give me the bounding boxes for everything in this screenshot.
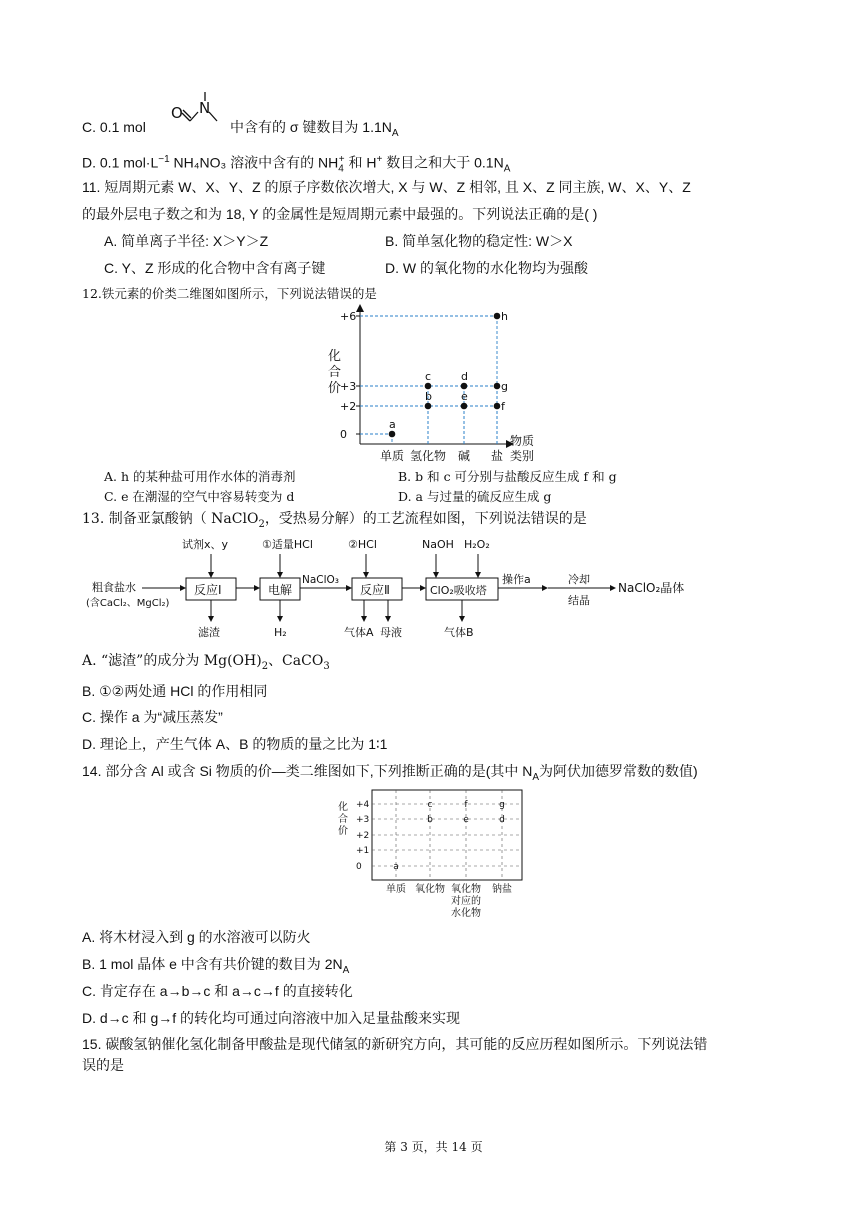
flow-product: NaClO₂晶体 <box>618 581 685 595</box>
q13-stem-suffix: ，受热易分解）的工艺流程如图，下列说法错误的是 <box>264 511 587 527</box>
flow-reagent4: NaOH <box>422 538 454 551</box>
y-axis-label-2: 合 <box>328 365 342 380</box>
arrow-1-2-head <box>254 585 260 591</box>
y-tick-label: +6 <box>340 310 357 323</box>
point-label-c: c <box>427 800 433 810</box>
q10-option-c-prefix: C. 0.1 mol <box>82 119 146 135</box>
q15-stem-line2: 误的是 <box>82 1057 124 1073</box>
y-axis-arrow <box>356 304 364 312</box>
q13-stem-prefix: 13. 制备亚氯酸钠（ NaClO <box>82 511 259 527</box>
point-e <box>461 403 468 410</box>
arrow-5-6-head <box>610 585 616 591</box>
q10-option-c-suffix: 中含有的 σ 键数目为 1.1N <box>230 119 392 135</box>
q14-stem-main: 14. 部分含 Al 或含 Si 物质的价—类二维图如下,下列推断正确的是(其中 N <box>82 763 533 779</box>
x-category-label: 氧化物 <box>451 884 481 895</box>
flow-cool-line2: 结晶 <box>568 594 590 607</box>
flow-input-line1: 粗食盐水 <box>92 581 136 594</box>
q13-a-suffix: 、CaCO <box>268 653 324 669</box>
q13-option-d: D. 理论上，产生气体 A、B 的物质的量之比为 1∶1 <box>82 736 388 752</box>
arrow-out3-head <box>361 616 367 622</box>
q10-d-sup: −1 <box>158 154 170 165</box>
x-category-label: 单质 <box>379 449 405 463</box>
y-tick-label: +2 <box>340 400 357 413</box>
q14-option-c: C. 肯定存在 a→b→c 和 a→c→f 的直接转化 <box>82 983 353 999</box>
arrow-reagent4-head <box>433 572 439 578</box>
q10-d-part1: D. 0.1 mol·L <box>82 154 159 171</box>
arrow-4-5-head <box>542 585 548 591</box>
q10-option-d <box>82 150 510 179</box>
q10-option-c-sub: A <box>391 127 399 139</box>
flow-box-reaction1-label: 反应Ⅰ <box>194 583 222 597</box>
molecule-atom-o: O <box>171 104 183 122</box>
arrow-reagent2-head <box>277 572 283 578</box>
molecule-atom-n: N <box>199 99 211 117</box>
flow-reagent1: 试剂x、y <box>182 538 229 551</box>
point-label-e: e <box>461 390 468 403</box>
x-category-label: 盐 <box>490 449 504 463</box>
q14-stem-end: 为阿伏加德罗常数的数值) <box>539 763 698 779</box>
flow-reagent5: H₂O₂ <box>464 538 490 551</box>
point-label-b: b <box>425 390 432 403</box>
arrow-out5-head <box>459 616 465 622</box>
q11-stem-line1: 11. 短周期元素 W、X、Y、Z 的原子序数依次增大, X 与 W、Z 相邻, 且 X、Z 同主族, W、X、Y、Z <box>82 179 691 195</box>
flow-box-reaction2-label: 反应Ⅱ <box>360 583 390 597</box>
point-g <box>494 383 501 390</box>
q13-stem <box>82 509 587 535</box>
q12-option-b: B. b 和 c 可分别与盐酸反应生成 f 和 g <box>398 469 617 484</box>
flow-reagent3: ②HCl <box>348 538 377 551</box>
y-tick-label: +4 <box>356 800 370 810</box>
q14-stem-sub: A <box>532 771 540 783</box>
q10-d-part4: 数目之和大于 0.1N <box>382 154 504 171</box>
x-category-label: 钠盐 <box>492 884 512 895</box>
arrow-out1-head <box>208 616 214 622</box>
page-footer: 第 3 页，共 14 页 <box>384 1140 483 1154</box>
q14-b-sub: A <box>342 964 350 976</box>
q10-d-sup-plus: + <box>338 154 345 165</box>
y-tick-label: +3 <box>340 380 357 393</box>
arrow-out2-head <box>277 616 283 622</box>
arrow-reagent5-head <box>475 572 481 578</box>
q10-d-endsub: A <box>503 163 511 175</box>
point-label-g: g <box>501 380 508 393</box>
bond-co <box>182 113 190 121</box>
point-d <box>461 383 468 390</box>
point-label-c: c <box>425 370 432 383</box>
x-axis-label-line1: 物质 <box>510 434 535 448</box>
y-axis-label-3: 价 <box>328 381 342 396</box>
q10-molecule-structure <box>168 88 230 138</box>
q12-option-a: A. h 的某种盐可用作水体的消毒剂 <box>104 469 296 484</box>
point-label-h: h <box>501 310 508 323</box>
q10-d-part3: 和 H <box>344 154 377 171</box>
point-label-d: d <box>461 370 468 383</box>
q10-option-c <box>82 117 146 137</box>
y-tick-label: +3 <box>356 815 370 825</box>
point-label-a: a <box>389 418 396 431</box>
flow-out-gas-a: 气体A <box>344 626 374 639</box>
q11-option-b: B. 简单氢化物的稳定性: W＞X <box>385 233 573 249</box>
x-axis-label-line2: 类别 <box>510 449 535 463</box>
q13-a-prefix: A. “滤渣”的成分为 Mg(OH) <box>82 653 262 669</box>
flow-out-mother-liquor: 母液 <box>380 626 402 639</box>
flow-out-residue: 滤渣 <box>198 626 220 639</box>
point-label-e: e <box>463 815 469 825</box>
y-axis-label-3: 价 <box>338 826 348 837</box>
bond-cn <box>190 112 198 121</box>
flow-input-line2: (含CaCl₂、MgCl₂) <box>86 598 170 609</box>
q13-a-sub: 2 <box>261 660 269 672</box>
flow-out-h2: H₂ <box>274 626 287 639</box>
point-label-f: f <box>501 400 505 413</box>
point-label-d: d <box>499 815 505 825</box>
point-f <box>494 403 501 410</box>
q14-option-b <box>82 954 349 981</box>
q10-option-c-rest <box>230 117 399 144</box>
flow-operation-a: 操作a <box>502 573 531 586</box>
x-category-label: 氢化物 <box>409 449 447 463</box>
y-tick-label: 0 <box>340 428 347 441</box>
y-axis-label-1: 化 <box>338 802 348 813</box>
x-category-label: 单质 <box>386 884 406 895</box>
q10-d-sup-plus2: + <box>376 154 383 165</box>
q11-stem-line2: 的最外层电子数之和为 18, Y 的金属性是短周期元素中最强的。下列说法正确的是( ) <box>82 206 598 222</box>
q13-process-flow-diagram <box>82 532 722 644</box>
q12-option-c: C. e 在潮湿的空气中容易转变为 d <box>104 489 295 504</box>
q13-a-sub2: 3 <box>323 660 330 672</box>
point-label-a: a <box>393 862 399 872</box>
q10-d-sub4: 4 <box>338 163 344 175</box>
x-category-label: 氧化物 <box>415 884 445 895</box>
q13-option-a <box>82 651 330 677</box>
point-label-f: f <box>464 800 468 810</box>
flow-link-naclo3: NaClO₃ <box>302 574 340 586</box>
point-label-b: b <box>427 815 433 825</box>
arrow-input-head <box>180 585 186 591</box>
q13-option-c: C. 操作 a 为“减压蒸发” <box>82 709 223 725</box>
y-axis-label-2: 合 <box>338 814 348 825</box>
y-tick-label: +1 <box>356 846 370 856</box>
y-axis-label-1: 化 <box>328 349 342 364</box>
flow-out-gas-b: 气体B <box>444 626 474 639</box>
flow-box-electrolysis-label: 电解 <box>268 583 293 597</box>
q14-option-d: D. d→c 和 g→f 的转化均可通过向溶液中加入足量盐酸来实现 <box>82 1010 461 1026</box>
point-h <box>494 313 501 320</box>
point-label-g: g <box>499 800 505 810</box>
q10-d-part2: NH₄NO₃ 溶液中含有的 NH <box>169 154 339 171</box>
point-c <box>425 383 432 390</box>
q15-stem-line1: 15. 碳酸氢钠催化氢化制备甲酸盐是现代储氢的新研究方向，其可能的反应历程如图所示。下列说法错 <box>82 1036 708 1052</box>
bond-co-double <box>183 110 191 118</box>
q12-iron-valence-chart <box>320 300 560 470</box>
q14-b-prefix: B. 1 mol 晶体 e 中含有共价键的数目为 2N <box>82 956 343 972</box>
x-category-label: 对应的 <box>451 896 481 907</box>
q14-option-a: A. 将木材浸入到 g 的水溶液可以防火 <box>82 929 311 945</box>
flow-cool-line1: 冷却 <box>568 573 590 586</box>
q13-stem-sub: 2 <box>258 518 265 530</box>
y-tick-label: +2 <box>356 831 370 841</box>
arrow-reagent3-head <box>363 572 369 578</box>
arrow-reagent1-head <box>208 572 214 578</box>
arrow-out4-head <box>385 616 391 622</box>
q12-option-d: D. a 与过量的硫反应生成 g <box>398 489 552 504</box>
point-a <box>389 431 396 438</box>
arrow-3-4-head <box>420 585 426 591</box>
y-tick-label: 0 <box>356 862 362 872</box>
arrow-2-3-head <box>346 585 352 591</box>
flow-box-absorber-label: ClO₂吸收塔 <box>430 584 487 597</box>
x-category-label: 碱 <box>457 449 471 463</box>
x-category-label: 水化物 <box>451 908 481 919</box>
q11-option-d: D. W 的氧化物的水化物均为强酸 <box>385 260 588 276</box>
q12-stem: 12.铁元素的价类二维图如图所示，下列说法错误的是 <box>82 286 377 301</box>
q11-option-c: C. Y、Z 形成的化合物中含有离子键 <box>104 260 326 276</box>
q11-option-a: A. 简单离子半径: X＞Y＞Z <box>104 233 269 249</box>
q14-al-si-valence-chart <box>336 784 536 924</box>
q13-option-b: B. ①②两处通 HCl 的作用相同 <box>82 683 268 699</box>
point-b <box>425 403 432 410</box>
flow-reagent2: ①适量HCl <box>262 538 313 551</box>
